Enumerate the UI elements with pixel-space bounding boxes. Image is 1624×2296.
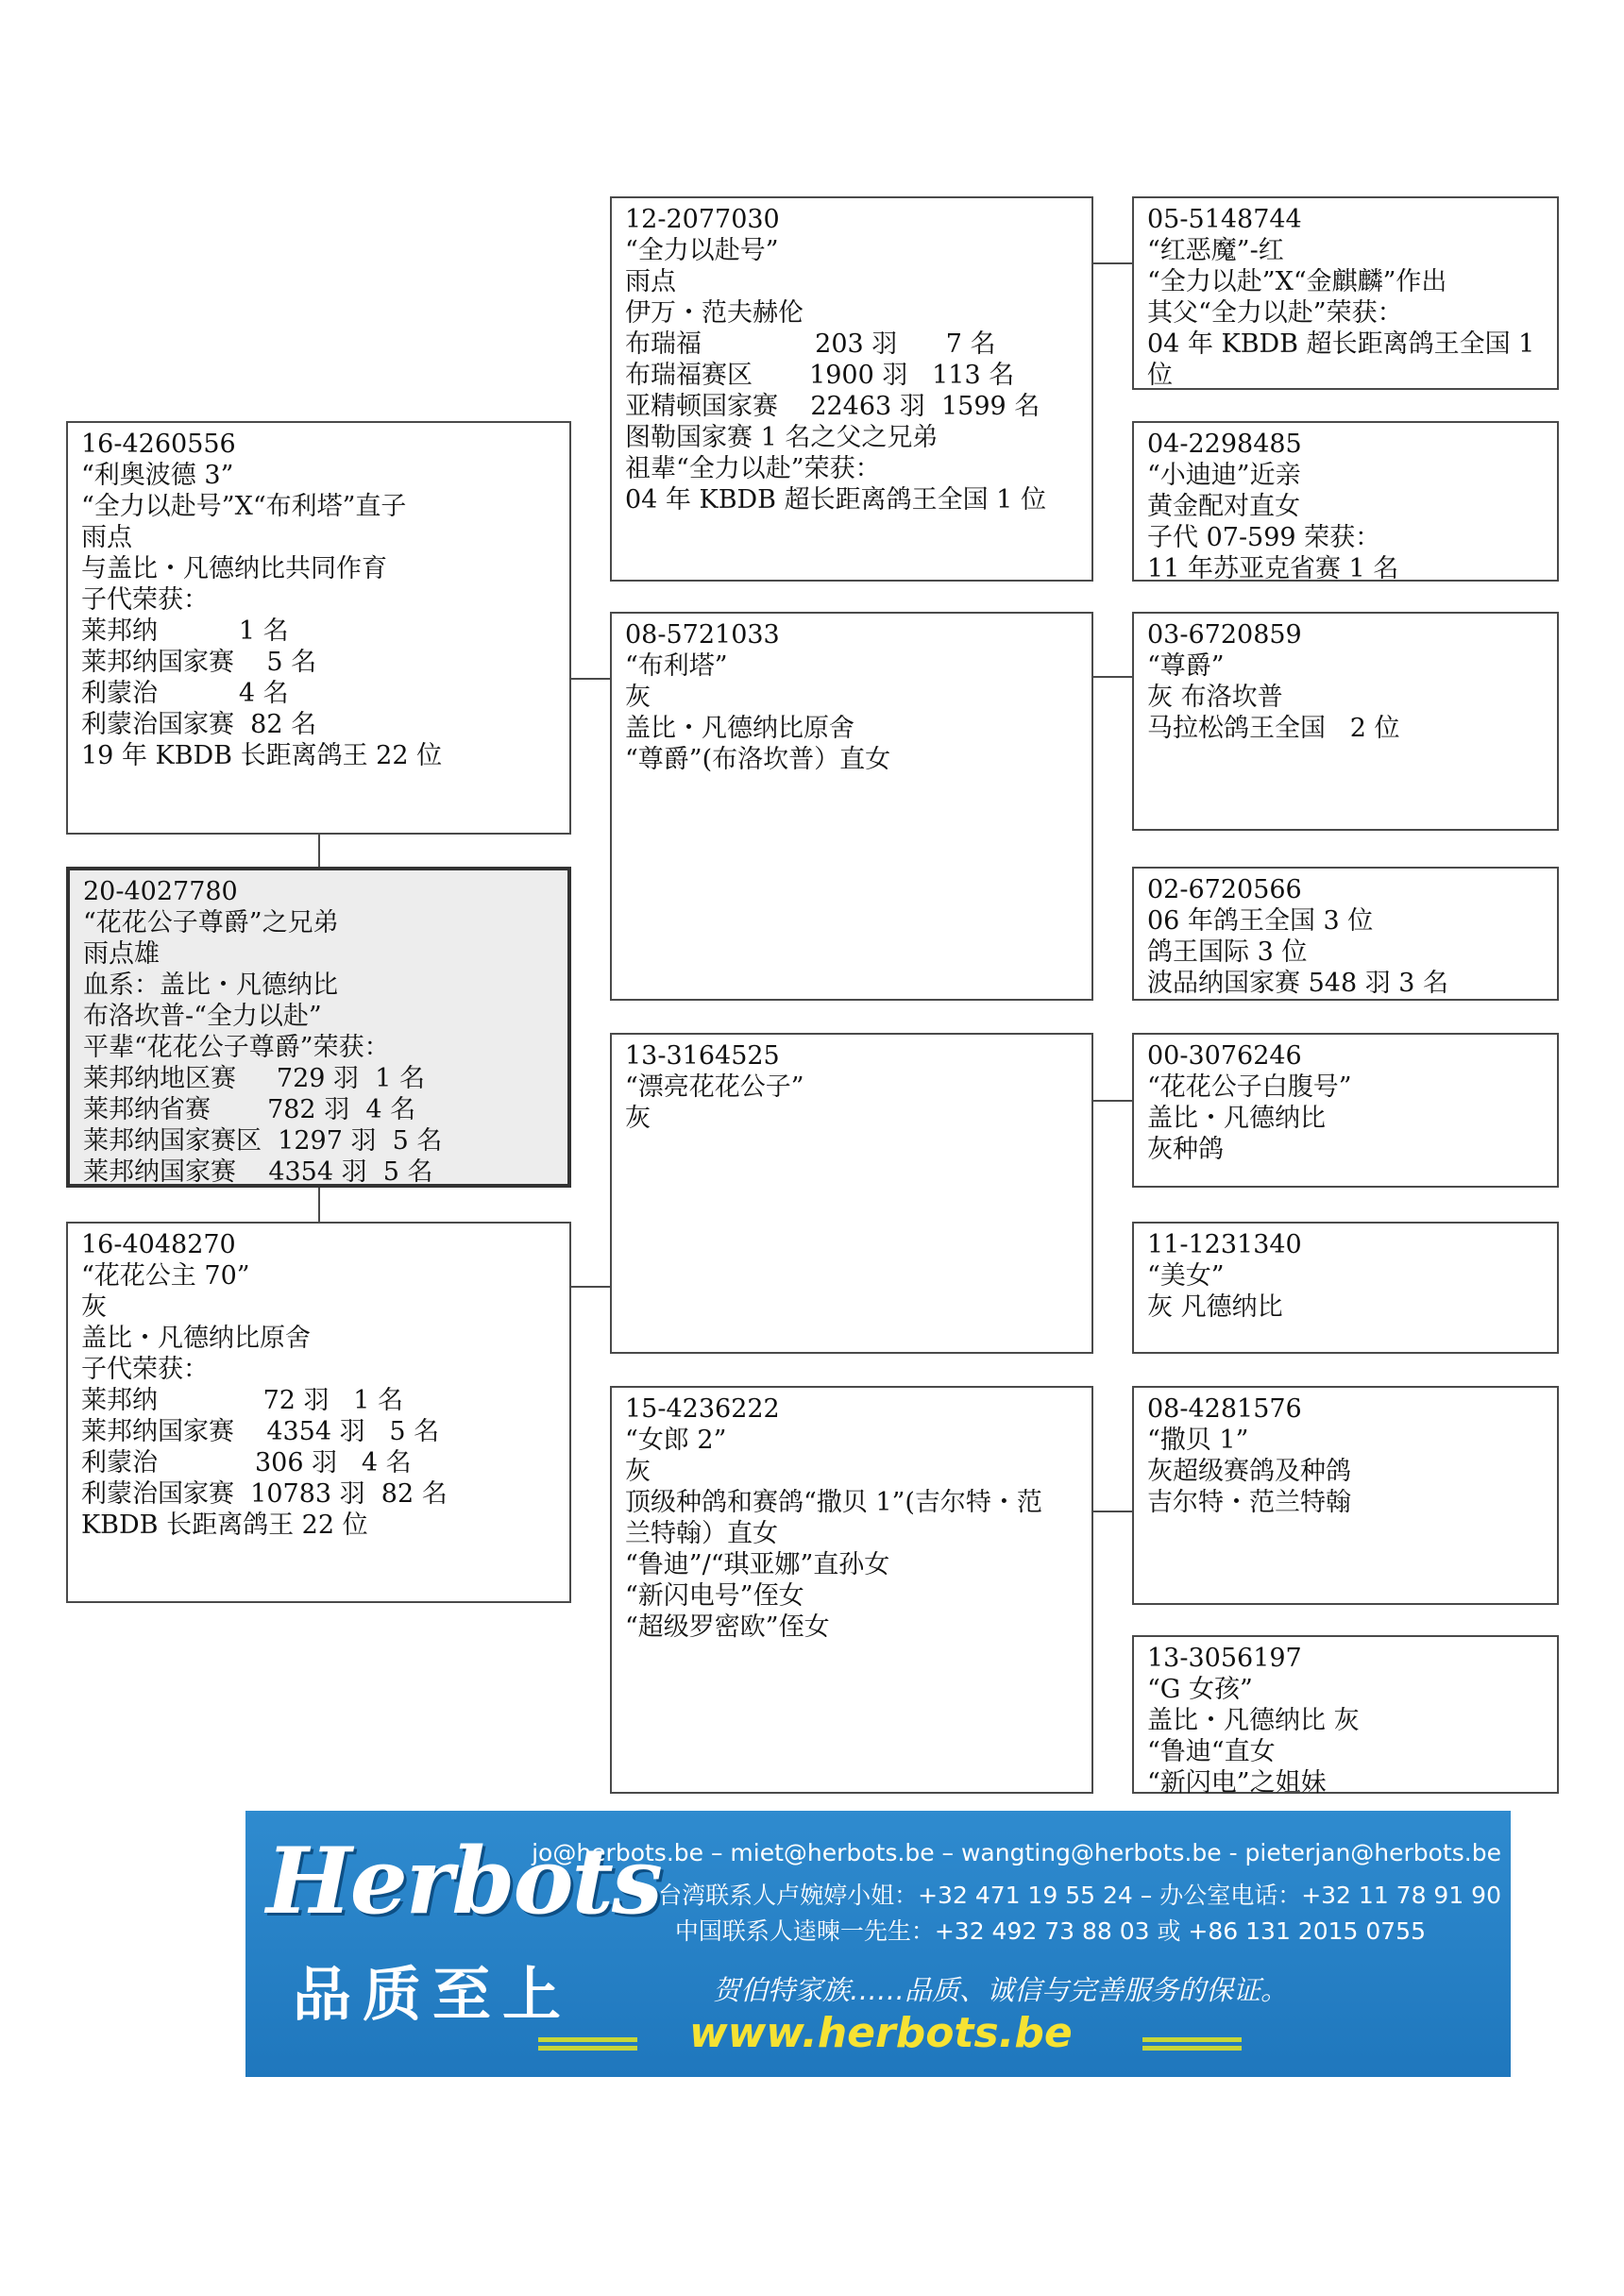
pedigree-line: 伊万・范夫赫伦 xyxy=(625,298,804,328)
pedigree-line: “小迪迪”近亲 xyxy=(1147,461,1301,490)
email-list[interactable]: jo@herbots.be – miet@herbots.be – wangting@herbots.be - pieterjan@herbots.be xyxy=(532,1839,1501,1866)
pedigree-line: “红恶魔”-红 xyxy=(1147,236,1284,265)
deco-line-right xyxy=(1142,2037,1242,2042)
pedigree-line: 与盖比・凡德纳比共同作育 xyxy=(81,554,387,583)
pedigree-line: 灰 xyxy=(81,1292,107,1322)
pedigree-line: 20-4027780 xyxy=(83,877,238,906)
pedigree-line: “超级罗密欧”侄女 xyxy=(625,1612,830,1642)
pedigree-line: KBDB 长距离鸽王 22 位 xyxy=(81,1511,368,1540)
connector xyxy=(1093,1511,1132,1512)
pedigree-line: 莱邦纳 1 名 xyxy=(81,616,289,646)
pedigree-line: 盖比・凡德纳比 xyxy=(1147,1104,1326,1133)
pedigree-line: “鲁迪“直女 xyxy=(1147,1737,1276,1766)
connector xyxy=(1093,1100,1132,1102)
sire-sire-card xyxy=(610,196,1093,582)
pedigree-line: 盖比・凡德纳比原舍 xyxy=(81,1324,311,1353)
pedigree-line: 莱邦纳地区赛 729 羽 1 名 xyxy=(83,1064,425,1093)
pedigree-line: 利蒙治 4 名 xyxy=(81,679,289,708)
pedigree-line: 平辈“花花公子尊爵”荣获： xyxy=(83,1033,390,1062)
pedigree-line: “G 女孩” xyxy=(1147,1675,1253,1704)
pedigree-line: 图勒国家赛 1 名之父之兄弟 xyxy=(625,423,939,452)
pedigree-line: 雨点 xyxy=(625,267,676,296)
website-link[interactable]: www.herbots.be xyxy=(689,2009,1073,2057)
pedigree-line: “全力以赴”X“金麒麟”作出 xyxy=(1147,267,1447,296)
pedigree-line: 11 年苏亚克省赛 1 名 xyxy=(1147,554,1399,583)
herbots-banner xyxy=(245,1811,1511,2077)
pedigree-line: 12-2077030 xyxy=(625,205,780,234)
pedigree-line: 兰特翰）直女 xyxy=(625,1519,778,1548)
connector xyxy=(318,1188,320,1222)
ss-sire-card xyxy=(1132,196,1559,390)
pedigree-line: 祖辈“全力以赴”荣获： xyxy=(625,454,881,483)
pedigree-line: “撒贝 1” xyxy=(1147,1426,1249,1455)
pedigree-line: “女郎 2” xyxy=(625,1426,727,1455)
pedigree-line: 莱邦纳国家赛 4354 羽 5 名 xyxy=(83,1157,433,1187)
connector xyxy=(1093,676,1132,678)
pedigree-line: 灰 凡德纳比 xyxy=(1147,1292,1283,1322)
pedigree-line: 利蒙治国家赛 82 名 xyxy=(81,710,317,739)
pedigree-line: 吉尔特・范兰特翰 xyxy=(1147,1488,1351,1517)
pedigree-line: “全力以赴号” xyxy=(625,236,779,265)
pedigree-line: 顶级种鸽和赛鸽“撒贝 1”(吉尔特・范 xyxy=(625,1488,1042,1517)
herbots-logo: Herbots xyxy=(266,1828,661,1934)
pedigree-line: 莱邦纳国家赛 4354 羽 5 名 xyxy=(81,1417,440,1446)
pedigree-line: 灰 xyxy=(625,1457,651,1486)
pedigree-line: “新闪电”之姐妹 xyxy=(1147,1768,1327,1798)
pedigree-line: 血系：盖比・凡德纳比 xyxy=(83,971,338,1000)
pedigree-line: 波品纳国家赛 548 羽 3 名 xyxy=(1147,969,1449,998)
pedigree-line: 03-6720859 xyxy=(1147,620,1302,650)
tagline: 贺伯特家族……品质、诚信与完善服务的保证。 xyxy=(713,1974,1289,2006)
pedigree-line: 04-2298485 xyxy=(1147,430,1302,459)
pedigree-line: 利蒙治国家赛 10783 羽 82 名 xyxy=(81,1479,448,1509)
pedigree-line: 莱邦纳国家赛 5 名 xyxy=(81,648,317,677)
pedigree-line: “利奥波德 3” xyxy=(81,461,234,490)
china-contact: 中国联系人逵暕一先生：+32 492 73 88 03 或 +86 131 2015 0755 xyxy=(674,1917,1426,1945)
pedigree-line: 位 xyxy=(1147,361,1173,390)
pedigree-line: 16-4048270 xyxy=(81,1230,236,1259)
pedigree-line: 灰 布洛坎普 xyxy=(1147,683,1283,712)
pedigree-line: 鸽王国际 3 位 xyxy=(1147,937,1308,967)
pedigree-line: 灰 xyxy=(625,1104,651,1133)
subject-card xyxy=(66,867,571,1188)
pedigree-line: “尊爵”(布洛坎普）直女 xyxy=(625,745,891,774)
dam-card xyxy=(66,1222,571,1603)
pedigree-line: 莱邦纳 72 羽 1 名 xyxy=(81,1386,404,1415)
ds-dam-card xyxy=(1132,1222,1559,1354)
pedigree-line: 马拉松鸽王全国 2 位 xyxy=(1147,714,1400,743)
pedigree-line: 盖比・凡德纳比 灰 xyxy=(1147,1706,1360,1735)
pedigree-line: 02-6720566 xyxy=(1147,875,1302,904)
pedigree-line: “全力以赴号”X“布利塔”直子 xyxy=(81,492,407,521)
pedigree-line: “花花公主 70” xyxy=(81,1261,250,1291)
taiwan-contact: 台湾联系人卢婉婷小姐：+32 471 19 55 24 – 办公室电话：+32 11 78 91 90 xyxy=(658,1882,1501,1909)
connector xyxy=(568,1286,610,1288)
pedigree-line: 05-5148744 xyxy=(1147,205,1302,234)
pedigree-line: 00-3076246 xyxy=(1147,1041,1302,1071)
pedigree-line: 雨点雄 xyxy=(83,939,160,969)
pedigree-line: 08-4281576 xyxy=(1147,1394,1302,1424)
dam-dam-card xyxy=(610,1386,1093,1794)
pedigree-line: 13-3164525 xyxy=(625,1041,780,1071)
deco-line-left xyxy=(538,2037,637,2042)
pedigree-line: 15-4236222 xyxy=(625,1394,780,1424)
connector xyxy=(1093,262,1132,264)
pedigree-line: 黄金配对直女 xyxy=(1147,492,1300,521)
pedigree-line: “布利塔” xyxy=(625,651,728,681)
pedigree-line: 子代 07-599 荣获： xyxy=(1147,523,1381,552)
dam-sire-card xyxy=(610,1033,1093,1354)
pedigree-line: 子代荣获： xyxy=(81,585,209,615)
ss-dam-card xyxy=(1132,421,1559,582)
pedigree-line: 16-4260556 xyxy=(81,430,236,459)
pedigree-line: 盖比・凡德纳比原舍 xyxy=(625,714,854,743)
pedigree-line: 13-3056197 xyxy=(1147,1644,1302,1673)
pedigree-line: 灰种鸽 xyxy=(1147,1135,1224,1164)
pedigree-line: 04 年 KBDB 超长距离鸽王全国 1 xyxy=(1147,329,1535,359)
pedigree-line: “花花公子尊爵”之兄弟 xyxy=(83,908,339,937)
pedigree-line: 其父“全力以赴”荣获： xyxy=(1147,298,1403,328)
pedigree-line: “漂亮花花公子” xyxy=(625,1072,804,1102)
pedigree-line: 08-5721033 xyxy=(625,620,780,650)
sd-sire-card xyxy=(1132,612,1559,831)
dd-dam-card xyxy=(1132,1635,1559,1798)
pedigree-line: 莱邦纳国家赛区 1297 羽 5 名 xyxy=(83,1126,443,1156)
pedigree-line: “新闪电号”侄女 xyxy=(625,1581,804,1611)
pedigree-line: 11-1231340 xyxy=(1147,1230,1302,1259)
pedigree-line: 灰 xyxy=(625,683,651,712)
pedigree-line: “鲁迪”/“琪亚娜”直孙女 xyxy=(625,1550,890,1579)
sire-dam-card xyxy=(610,612,1093,1001)
pedigree-line: 19 年 KBDB 长距离鸽王 22 位 xyxy=(81,741,443,770)
pedigree-line: 雨点 xyxy=(81,523,132,552)
pedigree-line: 利蒙治 306 羽 4 名 xyxy=(81,1448,412,1477)
sd-dam-card xyxy=(1132,867,1559,1001)
connector xyxy=(568,678,610,680)
pedigree-line: 布洛坎普-“全力以赴” xyxy=(83,1002,322,1031)
sire-card xyxy=(66,421,571,835)
pedigree-line: “尊爵” xyxy=(1147,651,1225,681)
pedigree-line: “花花公子白腹号” xyxy=(1147,1072,1352,1102)
pedigree-line: “美女” xyxy=(1147,1261,1225,1291)
pedigree-line: 亚精顿国家赛 22463 羽 1599 名 xyxy=(625,392,1040,421)
pedigree-line: 06 年鸽王全国 3 位 xyxy=(1147,906,1374,936)
pedigree-line: 灰超级赛鸽及种鸽 xyxy=(1147,1457,1351,1486)
pedigree-line: 子代荣获： xyxy=(81,1355,209,1384)
ds-sire-card xyxy=(1132,1033,1559,1188)
dd-sire-card xyxy=(1132,1386,1559,1605)
slogan: 品质至上 xyxy=(293,1960,573,2029)
pedigree-line: 布瑞福赛区 1900 羽 113 名 xyxy=(625,361,1015,390)
pedigree-line: 04 年 KBDB 超长距离鸽王全国 1 位 xyxy=(625,485,1046,515)
pedigree-line: 莱邦纳省赛 782 羽 4 名 xyxy=(83,1095,416,1124)
connector xyxy=(318,829,320,870)
pedigree-line: 布瑞福 203 羽 7 名 xyxy=(625,329,996,359)
